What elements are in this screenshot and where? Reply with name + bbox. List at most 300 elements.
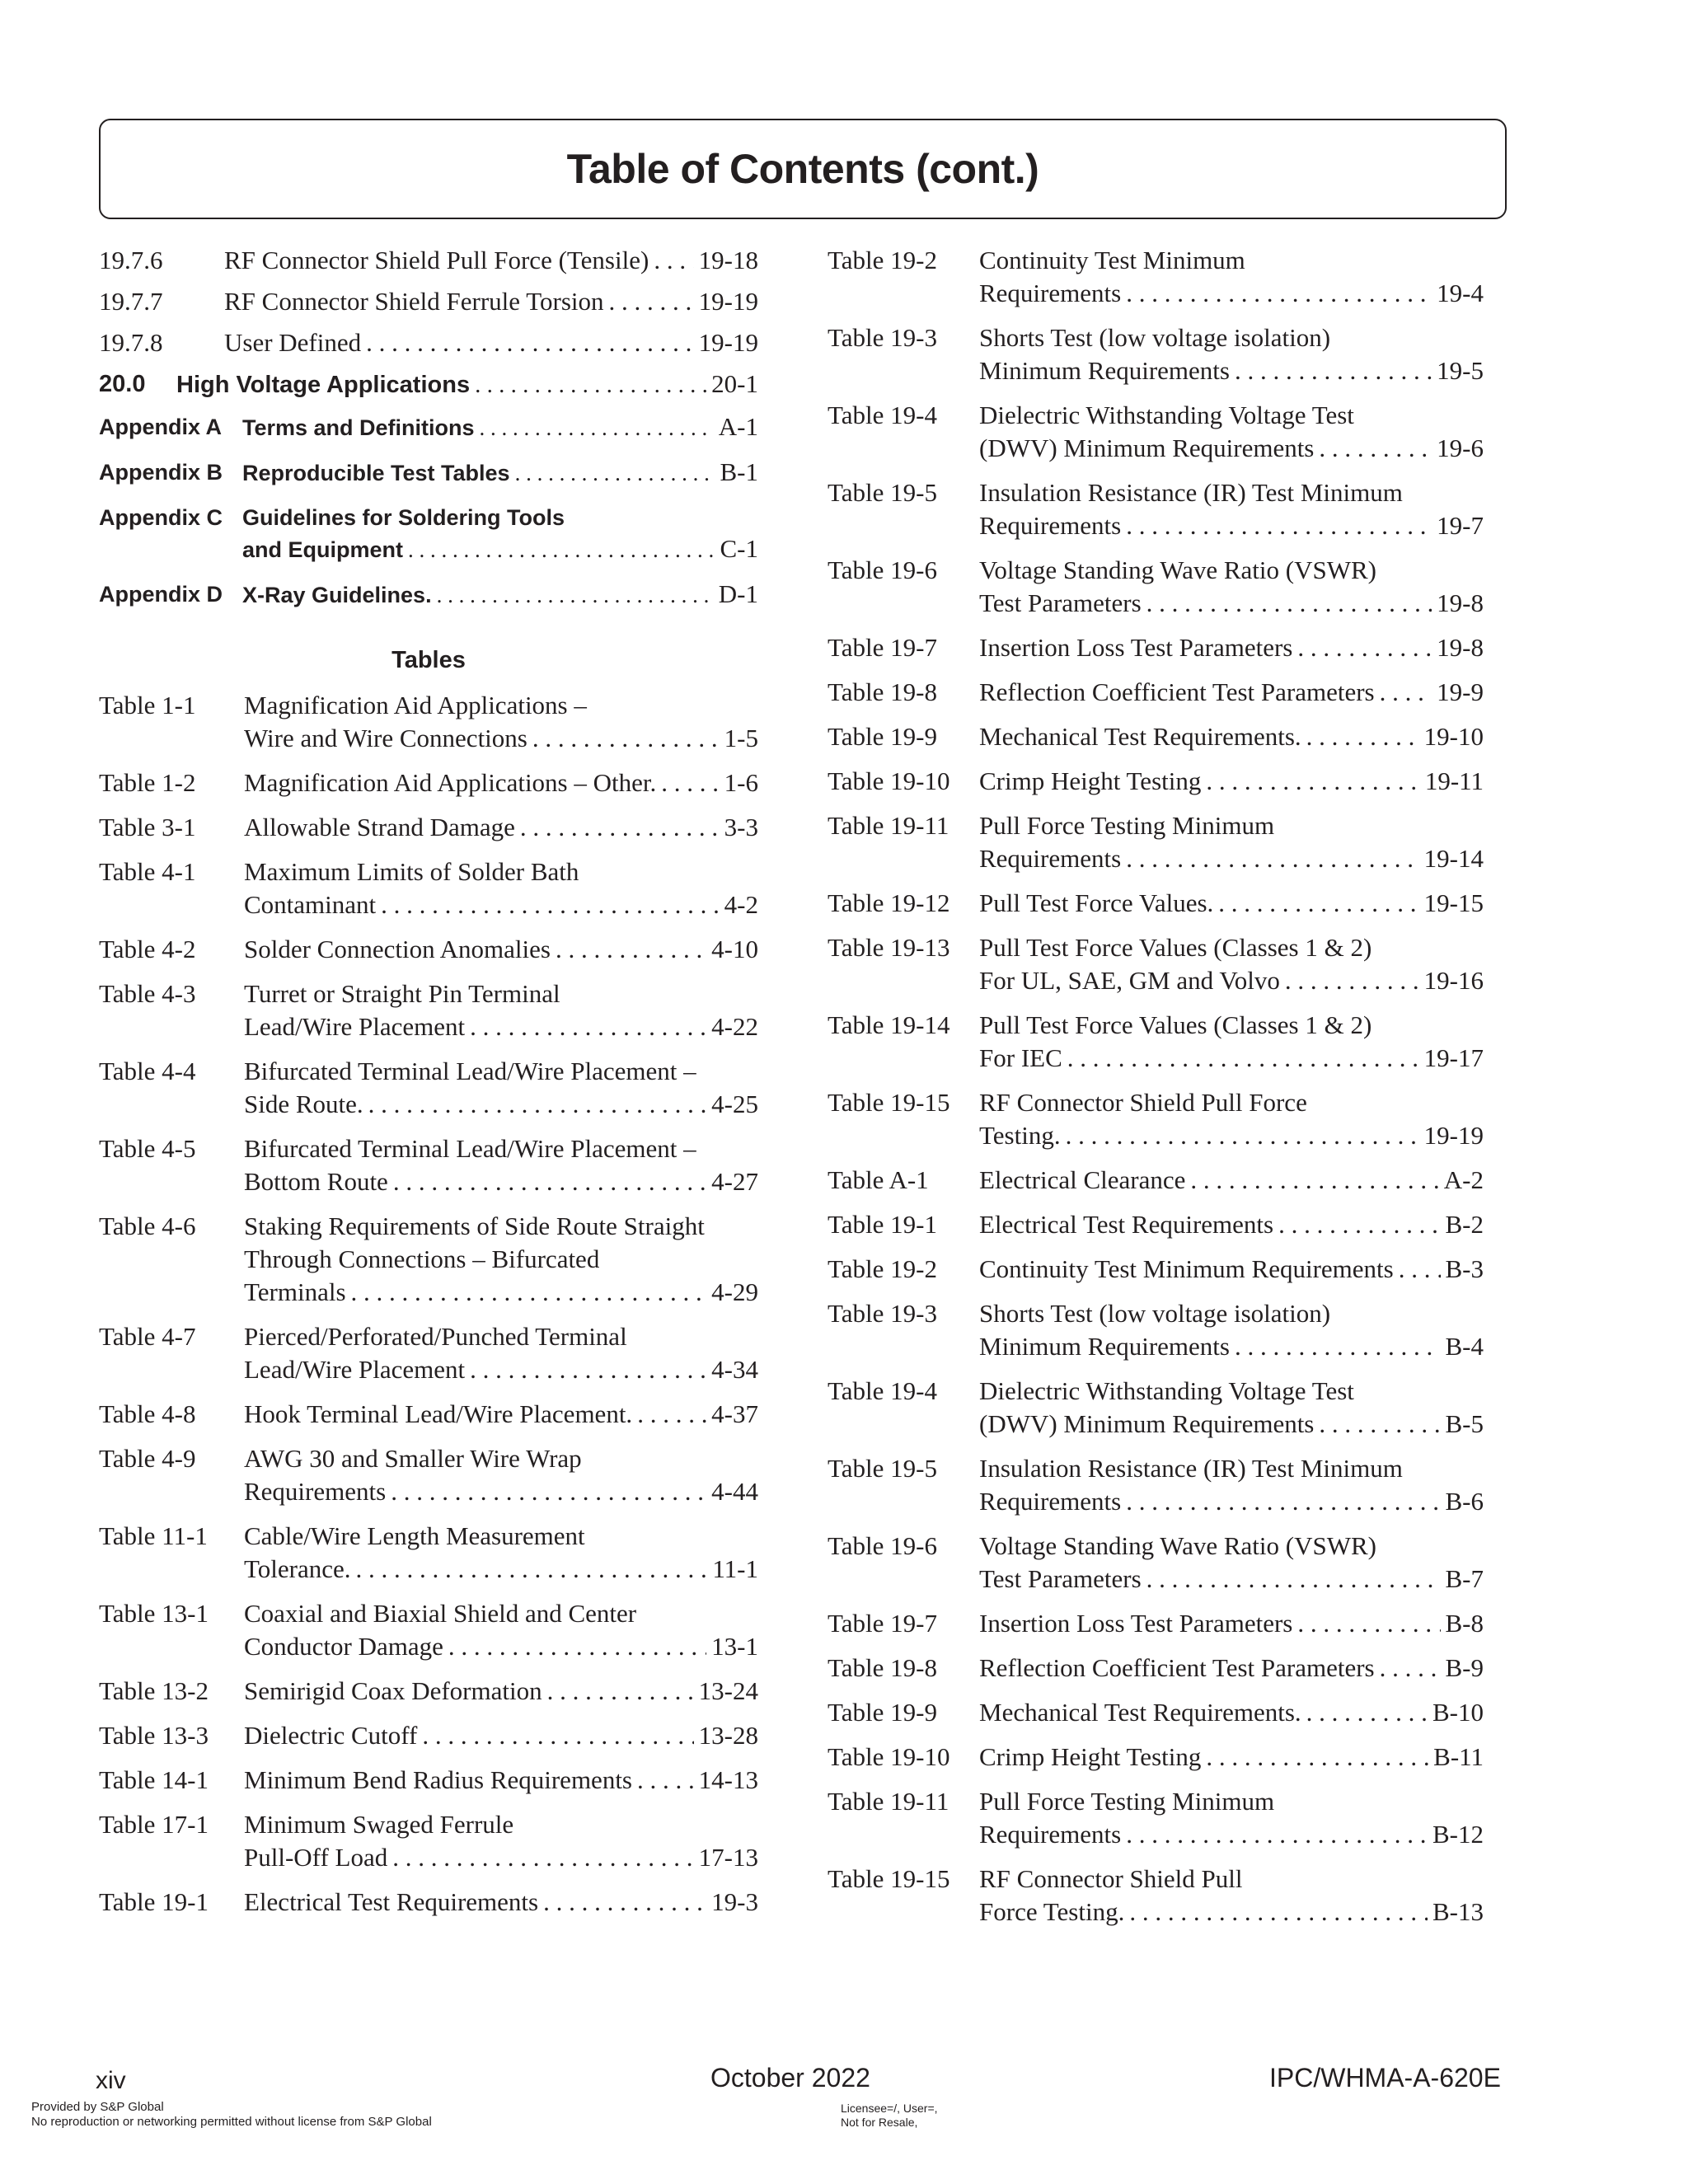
footer-page-number: xiv (96, 2067, 126, 2094)
table-entry[interactable] (99, 1886, 758, 1919)
table-entry[interactable] (828, 809, 1484, 875)
table-entry-title: Minimum Swaged Ferrule (244, 1810, 514, 1839)
leader-dots (1297, 631, 1432, 664)
section-entry-number: 19.7.8 (99, 328, 163, 357)
table-entry[interactable] (828, 1253, 1484, 1286)
appendix-entry-title: and Equipment (242, 537, 403, 562)
appendix-entry-page: B-1 (720, 457, 758, 486)
table-entry-title: Continuity Test Minimum Requirements (979, 1254, 1394, 1283)
table-entry-number: Table 19-9 (828, 1698, 937, 1727)
leader-dots (408, 534, 715, 565)
table-entry-page: 19-3 (711, 1887, 758, 1916)
table-entry[interactable] (99, 1719, 758, 1752)
table-entry-number: Table 19-4 (828, 401, 937, 429)
table-entry-number: Table 13-2 (99, 1676, 209, 1705)
left-column (99, 244, 758, 1930)
table-entry-number: Table 19-5 (828, 1454, 937, 1483)
table-entry-page: 1-6 (724, 768, 758, 797)
leader-dots (520, 811, 720, 844)
leader-dots (1278, 1208, 1440, 1241)
table-entry-title: Magnification Aid Applications – Other. (244, 768, 657, 797)
appendix-entry[interactable] (99, 579, 758, 611)
appendix-entry[interactable] (99, 457, 758, 489)
table-entry-title: Reflection Coefficient Test Parameters (979, 677, 1375, 706)
tables-heading: Tables (392, 647, 466, 673)
leader-dots (1380, 676, 1432, 709)
table-entry-title: Maximum Limits of Solder Bath (244, 857, 579, 886)
table-entry-page: 4-29 (711, 1277, 758, 1306)
table-entry[interactable] (99, 933, 758, 966)
table-entry[interactable] (828, 720, 1484, 753)
table-entry-title: For UL, SAE, GM and Volvo (979, 966, 1280, 995)
table-entry-title: Pull Test Force Values. (979, 888, 1214, 917)
leader-dots (381, 888, 720, 921)
table-entry-page: 4-34 (711, 1355, 758, 1384)
leader-dots (470, 1010, 706, 1043)
table-entry-number: Table 19-11 (828, 1787, 950, 1816)
leader-dots (392, 1841, 693, 1874)
table-entry[interactable] (99, 1055, 758, 1121)
table-entry-title: Voltage Standing Wave Ratio (VSWR) (979, 1531, 1376, 1560)
leader-dots (1297, 1607, 1440, 1640)
appendix-entry-title: Terms and Definitions (242, 415, 475, 440)
table-entry-number: Table 4-8 (99, 1399, 196, 1428)
table-entry[interactable] (828, 1607, 1484, 1640)
table-entry-page: 19-5 (1437, 356, 1484, 385)
table-entry-title: Requirements (244, 1477, 387, 1506)
sections-list (99, 244, 758, 359)
leader-dots (532, 722, 720, 755)
leader-dots (1235, 1330, 1441, 1363)
table-entry-title: Testing. (979, 1121, 1061, 1150)
appendix-entry-page: C-1 (720, 534, 758, 563)
appendix-entry[interactable] (99, 502, 758, 565)
table-entry-title: Dielectric Withstanding Voltage Test (979, 401, 1354, 429)
table-entry-title: (DWV) Minimum Requirements (979, 1409, 1315, 1438)
table-entry-page: B-13 (1432, 1897, 1484, 1926)
table-entry-title: Pull Force Testing Minimum (979, 811, 1275, 840)
table-entry-title: Hook Terminal Lead/Wire Placement. (244, 1399, 633, 1428)
table-entry-page: 19-11 (1424, 766, 1484, 795)
table-entry-title: Electrical Test Requirements (244, 1887, 539, 1916)
table-entry-title: Bottom Route (244, 1167, 388, 1196)
table-entry[interactable] (828, 1086, 1484, 1152)
table-entry-page: 13-24 (698, 1676, 758, 1705)
leader-dots (1126, 277, 1432, 310)
table-entry-page: 14-13 (698, 1765, 758, 1794)
table-entry[interactable] (828, 1785, 1484, 1851)
table-entry[interactable] (828, 1452, 1484, 1518)
table-entry-page: B-12 (1432, 1820, 1484, 1849)
table-entry[interactable] (99, 689, 758, 755)
table-entry-number: Table 1-1 (99, 691, 196, 719)
table-entry[interactable] (99, 766, 758, 799)
table-entry[interactable] (99, 977, 758, 1043)
table-entry-page: 19-8 (1437, 588, 1484, 617)
table-entry-title: Bifurcated Terminal Lead/Wire Placement – (244, 1057, 696, 1085)
table-entry[interactable] (828, 631, 1484, 664)
table-entry-number: Table 19-10 (828, 766, 950, 795)
section-entry-page: 19-19 (698, 328, 758, 357)
table-entry-title: Pull Test Force Values (Classes 1 & 2) (979, 1010, 1372, 1039)
table-entry[interactable] (99, 1132, 758, 1198)
table-entry-page: 4-44 (711, 1477, 758, 1506)
section-entry-number: 19.7.7 (99, 287, 163, 316)
table-entry-title: Tolerance. (244, 1554, 351, 1583)
table-entry-title: Requirements (979, 1820, 1122, 1849)
table-entry-number: Table 4-2 (99, 935, 196, 963)
leader-dots (1206, 765, 1419, 798)
table-entry-title: Conductor Damage (244, 1632, 443, 1661)
table-entry-page: B-8 (1445, 1609, 1484, 1638)
table-entry-page: 3-3 (724, 813, 758, 841)
leader-dots (543, 1886, 706, 1919)
leader-dots (368, 1088, 707, 1121)
table-entry-page: 4-10 (711, 935, 758, 963)
leader-dots (654, 244, 693, 277)
table-entry-page: B-7 (1445, 1564, 1484, 1593)
table-entry[interactable] (99, 1442, 758, 1508)
chapter-title: High Voltage Applications (176, 372, 471, 398)
table-entry[interactable] (828, 931, 1484, 997)
table-entry-title: RF Connector Shield Pull (979, 1864, 1243, 1893)
leader-dots (1235, 354, 1432, 387)
table-entry-number: Table 19-7 (828, 633, 937, 662)
table-entry-page: A-2 (1443, 1165, 1484, 1194)
table-entry-page: 1-5 (724, 724, 758, 752)
table-entry-number: Table 4-1 (99, 857, 196, 886)
table-entry-title: Minimum Requirements (979, 356, 1230, 385)
appendix-entry-title: Guidelines for Soldering Tools (242, 505, 565, 530)
table-entry-title: Minimum Bend Radius Requirements (244, 1765, 632, 1794)
appendix-entry-number: Appendix C (99, 505, 223, 530)
table-entry-page: B-3 (1445, 1254, 1484, 1283)
table-entry-title: Bifurcated Terminal Lead/Wire Placement – (244, 1134, 696, 1163)
leader-dots (1146, 587, 1432, 620)
table-entry-number: Table 19-3 (828, 323, 937, 352)
table-entry-page: 19-10 (1423, 722, 1484, 751)
table-entry-page: 19-4 (1437, 279, 1484, 307)
leader-dots (351, 1276, 707, 1309)
table-entry-title: Minimum Requirements (979, 1332, 1230, 1361)
license-notice (841, 2102, 938, 2130)
table-entry-page: 13-1 (711, 1632, 758, 1661)
leader-dots (393, 1165, 706, 1198)
table-entry-title: Dielectric Withstanding Voltage Test (979, 1376, 1354, 1405)
section-entry-number: 19.7.6 (99, 246, 163, 274)
table-entry-title: Mechanical Test Requirements. (979, 1698, 1301, 1727)
table-entry[interactable] (99, 1675, 758, 1708)
footer-date: October 2022 (710, 2063, 870, 2093)
table-entry-number: Table 4-4 (99, 1057, 196, 1085)
table-entry-page: 19-15 (1423, 888, 1484, 917)
leader-dots (366, 326, 694, 359)
table-entry-page: 19-6 (1437, 434, 1484, 462)
table-entry-title: Pull Test Force Values (Classes 1 & 2) (979, 933, 1372, 962)
table-entry-number: Table 19-13 (828, 933, 950, 962)
table-entry-title: Crimp Height Testing (979, 766, 1202, 795)
footer-document-id: IPC/WHMA-A-620E (1269, 2063, 1501, 2093)
leader-dots (1190, 1164, 1438, 1197)
table-entry-page: 19-9 (1437, 677, 1484, 706)
leader-dots (1126, 509, 1432, 542)
table-entry-number: Table 19-7 (828, 1609, 937, 1638)
table-entry[interactable] (828, 765, 1484, 798)
leader-dots (637, 1398, 706, 1431)
table-entry-title: Insulation Resistance (IR) Test Minimum (979, 478, 1403, 507)
table-entry-number: Table 4-6 (99, 1212, 196, 1240)
leader-dots (1319, 1408, 1440, 1441)
provided-by-text: Provided by S&P Global (31, 2100, 164, 2114)
table-entry-number: Table 4-5 (99, 1134, 196, 1163)
table-entry-title: Lead/Wire Placement (244, 1355, 466, 1384)
table-entry-title: Turret or Straight Pin Terminal (244, 979, 560, 1008)
leader-dots (1067, 1042, 1419, 1075)
table-entry-title: Requirements (979, 844, 1122, 873)
table-entry[interactable] (828, 1696, 1484, 1729)
appendix-entry-number: Appendix A (99, 415, 223, 439)
table-entry[interactable] (828, 1208, 1484, 1241)
table-entry-title: Test Parameters (979, 588, 1142, 617)
leader-dots (1285, 964, 1419, 997)
table-entry-title: Test Parameters (979, 1564, 1142, 1593)
table-entry-page: B-4 (1445, 1332, 1484, 1361)
table-entry[interactable] (828, 1652, 1484, 1685)
table-entry-number: Table 13-3 (99, 1721, 209, 1750)
section-entry[interactable] (99, 326, 758, 359)
leader-dots (1306, 1696, 1428, 1729)
table-entry-number: Table 19-10 (828, 1742, 950, 1771)
leader-dots (556, 933, 706, 966)
appendix-entry-number: Appendix B (99, 460, 223, 485)
table-entry[interactable] (99, 1210, 758, 1309)
leader-dots (470, 1353, 706, 1386)
table-entry-number: Table 19-2 (828, 246, 937, 274)
table-entry[interactable] (99, 1597, 758, 1663)
leader-dots (391, 1475, 706, 1508)
table-entry-title: Pull-Off Load (244, 1843, 388, 1872)
table-entry-title: RF Connector Shield Pull Force (979, 1088, 1307, 1117)
table-entry[interactable] (99, 855, 758, 921)
chapter-page: 20-1 (711, 369, 758, 398)
leader-dots (475, 368, 706, 401)
table-entry-title: Mechanical Test Requirements. (979, 722, 1301, 751)
table-entry[interactable] (99, 1398, 758, 1431)
table-entry-title: Lead/Wire Placement (244, 1012, 466, 1041)
table-entry-page: B-6 (1445, 1487, 1484, 1516)
appendices-list (99, 411, 758, 611)
table-entry-number: Table 19-8 (828, 677, 937, 706)
no-reproduction-text: No reproduction or networking permitted without license from S&P Global (31, 2115, 432, 2129)
section-entry-page: 19-18 (698, 246, 758, 274)
table-entry-number: Table 1-2 (99, 768, 196, 797)
chapter-entry[interactable] (99, 368, 758, 401)
table-entry-number: Table 19-6 (828, 1531, 937, 1560)
table-entry-number: Table 14-1 (99, 1765, 209, 1794)
chapter-number: 20.0 (99, 371, 146, 397)
table-entry-title: Requirements (979, 1487, 1122, 1516)
not-for-resale-text: Not for Resale, (841, 2116, 918, 2129)
table-entry-number: Table 4-3 (99, 979, 196, 1008)
provided-by-notice (31, 2100, 432, 2130)
table-entry[interactable] (828, 1009, 1484, 1075)
leader-dots (437, 579, 714, 611)
table-entry-title: Insertion Loss Test Parameters (979, 633, 1293, 662)
table-entry-title: Dielectric Cutoff (244, 1721, 418, 1750)
appendix-entry[interactable] (99, 411, 758, 443)
appendix-entry-page: A-1 (718, 412, 758, 441)
tables-list-left (99, 689, 758, 1919)
table-entry-title: Requirements (979, 511, 1122, 540)
table-entry-title: Shorts Test (low voltage isolation) (979, 1299, 1331, 1328)
leader-dots (1399, 1253, 1441, 1286)
leader-dots (1206, 1741, 1428, 1774)
table-entry-number: Table 19-15 (828, 1864, 950, 1893)
table-entry-page: 19-8 (1437, 633, 1484, 662)
table-entry-page: B-9 (1445, 1653, 1484, 1682)
table-entry[interactable] (828, 1164, 1484, 1197)
title-box (99, 119, 1507, 219)
table-entry[interactable] (828, 676, 1484, 709)
table-entry[interactable] (828, 1741, 1484, 1774)
table-entry-title: (DWV) Minimum Requirements (979, 434, 1315, 462)
table-entry[interactable] (828, 399, 1484, 465)
table-entry[interactable] (828, 1863, 1484, 1929)
table-entry-title: Cable/Wire Length Measurement (244, 1521, 585, 1550)
table-entry-page: 4-22 (711, 1012, 758, 1041)
table-entry-number: Table 19-1 (828, 1210, 937, 1239)
table-entry-number: Table 19-1 (99, 1887, 209, 1916)
table-entry[interactable] (828, 321, 1484, 387)
table-entry-title: Pierced/Perforated/Punched Terminal (244, 1322, 627, 1351)
table-entry-title: For IEC (979, 1043, 1062, 1072)
table-entry[interactable] (828, 1297, 1484, 1363)
table-entry-title: Wire and Wire Connections (244, 724, 528, 752)
tables-list-right (828, 244, 1484, 1929)
table-entry-title: Allowable Strand Damage (244, 813, 515, 841)
table-entry-page: 19-16 (1423, 966, 1484, 995)
table-entry-number: Table 19-15 (828, 1088, 950, 1117)
leader-dots (1306, 720, 1419, 753)
appendix-entry-page: D-1 (718, 579, 758, 608)
section-entry[interactable] (99, 244, 758, 277)
leader-dots (1319, 432, 1432, 465)
table-entry[interactable] (99, 1808, 758, 1874)
table-entry-title: Requirements (979, 279, 1122, 307)
leader-dots (1129, 1896, 1428, 1929)
table-entry-page: 13-28 (698, 1721, 758, 1750)
leader-dots (1126, 1818, 1428, 1851)
table-entry-page: 19-17 (1423, 1043, 1484, 1072)
appendix-entry-title: Reproducible Test Tables (242, 461, 510, 485)
table-entry-number: Table 19-5 (828, 478, 937, 507)
table-entry-title: Continuity Test Minimum (979, 246, 1245, 274)
table-entry-title: Contaminant (244, 890, 377, 919)
table-entry-page: B-2 (1445, 1210, 1484, 1239)
leader-dots (1066, 1119, 1419, 1152)
appendix-entry-number: Appendix D (99, 582, 223, 607)
leader-dots (1218, 887, 1418, 920)
table-entry-number: Table 4-7 (99, 1322, 196, 1351)
table-entry-number: Table 19-3 (828, 1299, 937, 1328)
leader-dots (547, 1675, 694, 1708)
table-entry-title: Insertion Loss Test Parameters (979, 1609, 1293, 1638)
table-entry-page: 19-14 (1423, 844, 1484, 873)
table-entry[interactable] (99, 1764, 758, 1797)
right-column (828, 244, 1484, 1940)
table-entry-page: B-11 (1433, 1742, 1484, 1771)
table-entry-title: Terminals (244, 1277, 346, 1306)
table-entry-page: 4-37 (711, 1399, 758, 1428)
table-entry-number: Table 4-9 (99, 1444, 196, 1473)
table-entry-number: Table 19-14 (828, 1010, 950, 1039)
table-entry-number: Table 19-2 (828, 1254, 937, 1283)
table-entry-page: 17-13 (698, 1843, 758, 1872)
table-entry-title: Magnification Aid Applications – (244, 691, 587, 719)
leader-dots (422, 1719, 693, 1752)
leader-dots (1126, 1485, 1440, 1518)
leader-dots (515, 457, 715, 489)
table-entry-title: Electrical Test Requirements (979, 1210, 1274, 1239)
table-entry[interactable] (99, 811, 758, 844)
table-entry-number: Table 19-8 (828, 1653, 937, 1682)
leader-dots (637, 1764, 694, 1797)
table-entry-title: Shorts Test (low voltage isolation) (979, 323, 1331, 352)
table-entry-title: Coaxial and Biaxial Shield and Center (244, 1599, 637, 1628)
leader-dots (1126, 842, 1418, 875)
table-entry-page: 19-7 (1437, 511, 1484, 540)
table-entry-page: 11-1 (712, 1554, 758, 1583)
table-entry[interactable] (828, 1375, 1484, 1441)
table-entry[interactable] (828, 1530, 1484, 1596)
table-entry[interactable] (99, 1320, 758, 1386)
table-entry-number: Table 3-1 (99, 813, 196, 841)
table-entry-number: Table 19-12 (828, 888, 950, 917)
section-entry-title: User Defined (224, 328, 362, 357)
section-entry[interactable] (99, 285, 758, 318)
table-entry-number: Table 19-4 (828, 1376, 937, 1405)
table-entry[interactable] (828, 476, 1484, 542)
table-entry-title: AWG 30 and Smaller Wire Wrap (244, 1444, 582, 1473)
table-entry-number: Table A-1 (828, 1165, 929, 1194)
table-entry-page: 4-25 (711, 1090, 758, 1118)
table-entry-number: Table 19-11 (828, 811, 950, 840)
table-entry[interactable] (828, 554, 1484, 620)
table-entry-number: Table 19-9 (828, 722, 937, 751)
table-entry[interactable] (99, 1520, 758, 1586)
leader-dots (1146, 1563, 1441, 1596)
table-entry-title: Insulation Resistance (IR) Test Minimum (979, 1454, 1403, 1483)
section-entry-page: 19-19 (698, 287, 758, 316)
table-entry[interactable] (828, 887, 1484, 920)
table-entry-title: Side Route. (244, 1090, 363, 1118)
table-entry-page: 4-27 (711, 1167, 758, 1196)
table-entry-title: Voltage Standing Wave Ratio (VSWR) (979, 555, 1376, 584)
table-entry-title: Pull Force Testing Minimum (979, 1787, 1275, 1816)
table-entry-page: B-5 (1445, 1409, 1484, 1438)
leader-dots (661, 766, 719, 799)
table-entry-title: Electrical Clearance (979, 1165, 1186, 1194)
table-entry-number: Table 19-6 (828, 555, 937, 584)
page-title: Table of Contents (cont.) (566, 146, 1039, 192)
table-entry[interactable] (828, 244, 1484, 310)
licensee-text: Licensee=/, User=, (841, 2102, 938, 2115)
table-entry-title: Through Connections – Bifurcated (244, 1244, 600, 1273)
table-entry-number: Table 13-1 (99, 1599, 209, 1628)
leader-dots (448, 1630, 706, 1663)
section-entry-title: RF Connector Shield Ferrule Torsion (224, 287, 604, 316)
table-entry-title: Force Testing. (979, 1897, 1125, 1926)
